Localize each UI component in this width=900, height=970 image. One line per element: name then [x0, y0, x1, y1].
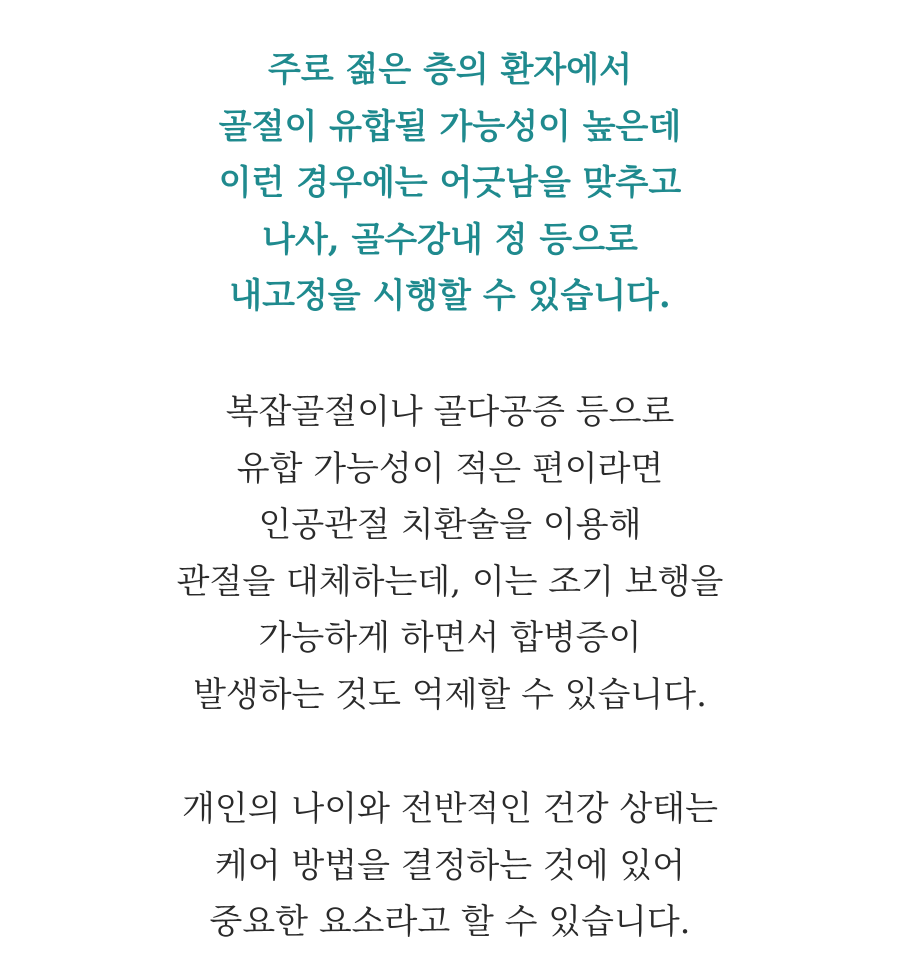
text-line: 복잡골절이나 골다공증 등으로 — [225, 392, 675, 432]
text-line: 골절이 유합될 가능성이 높은데 — [218, 106, 682, 147]
highlighted-paragraph — [0, 42, 900, 325]
text-line: 중요한 요소라고 할 수 있습니다. — [209, 902, 691, 942]
text-line: 유합 가능성이 적은 편이라면 — [236, 448, 664, 489]
text-line: 발생하는 것도 억제할 수 있습니다. — [193, 674, 707, 715]
text-line: 개인의 나이와 전반적인 건강 상태는 — [182, 789, 718, 829]
text-line: 케어 방법을 결정하는 것에 있어 — [214, 845, 686, 886]
text-line: 주로 젊은 층의 환자에서 — [268, 50, 632, 90]
body-paragraph-conclusion — [0, 781, 900, 951]
body-paragraph-treatment — [0, 384, 900, 723]
text-line: 이런 경우에는 어긋남을 맞추고 — [218, 163, 682, 203]
text-line: 내고정을 시행할 수 있습니다. — [229, 276, 671, 316]
text-line: 관절을 대체하는데, 이는 조기 보행을 — [176, 561, 724, 602]
text-line: 가능하게 하면서 합병증이 — [258, 618, 642, 658]
text-line: 나사, 골수강내 정 등으로 — [262, 219, 638, 260]
text-line: 인공관절 치환술을 이용해 — [258, 505, 642, 545]
